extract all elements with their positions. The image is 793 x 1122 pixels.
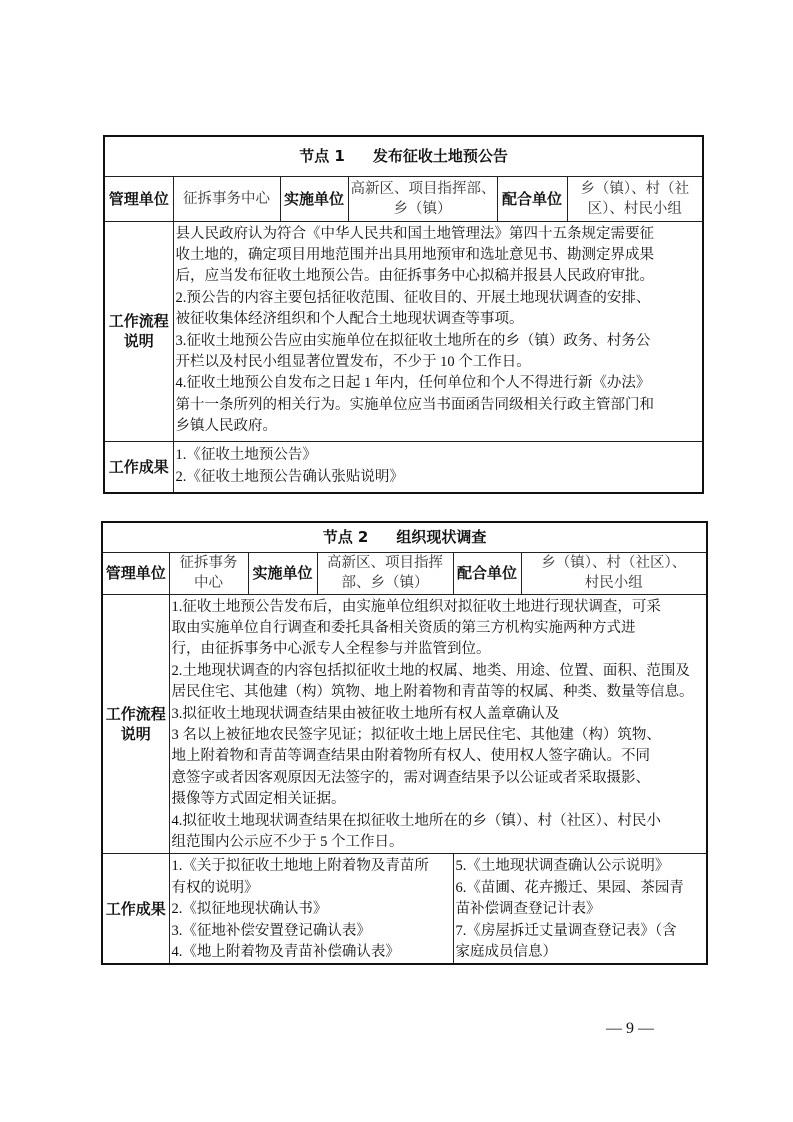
manage-unit-label: 管理单位 <box>104 176 173 221</box>
cooperate-unit-label: 配合单位 <box>453 552 521 594</box>
manage-unit-value: 征拆事务中心 <box>173 176 280 221</box>
process-description: 县人民政府认为符合《中华人民共和国土地管理法》第四十五条规定需要征 收土地的，确定项目用地范围并出具用地预审和选址意见书、勘测定界成果 后，应当发布征收土地预公告。由征拆事务中心拟稿并报县人民政府审批。 2.预公告的内容主要包括征收范围、征收目的、开展土地现状调查的安排、 被征收集体经济组织和个人配合土地现状调查等事项。 3.征收土地预公告应由实施单位在拟征收土地所在的乡（镇）政务、村务公 开栏以及村民小组显著位置发布，不少于 10 个工作日。 4.征收土地预公自发布之日起 1 年内，任何单位和个人不得进行新《办法》 第十一条所列的相关行为。实施单位应当书面函告同级相关行政主管部门和 乡镇人民政府。 <box>173 221 703 441</box>
node2-table <box>101 521 708 965</box>
result-list-left: 1.《关于拟征收土地地上附着物及青苗所 有权的说明》 2.《拟征地现状确认书》 3.《征地补偿安置登记确认表》 4.《地上附着物及青苗补偿确认表》 <box>169 854 453 965</box>
implement-unit-value: 高新区、项目指挥部、 乡（镇） <box>348 176 497 221</box>
page-number: — 9 — <box>606 1020 654 1037</box>
cooperate-unit-label: 配合单位 <box>497 176 567 221</box>
result-list-right: 5.《土地现状调查确认公示说明》 6.《苗圃、花卉搬迁、果园、茶园青 苗补偿调查登记计表》 7.《房屋拆迁丈量调查登记表》（含 家庭成员信息） <box>453 854 707 965</box>
cooperate-unit-value: 乡（镇）、村（社 区）、村民小组 <box>567 176 703 221</box>
process-label: 工作流程 说明 <box>104 221 173 441</box>
node1-table <box>103 135 704 494</box>
cooperate-unit-value: 乡（镇）、村（社区）、 村民小组 <box>521 552 707 594</box>
implement-unit-value: 高新区、项目指挥 部、乡（镇） <box>317 552 453 594</box>
manage-unit-value: 征拆事务 中心 <box>169 552 248 594</box>
result-list: 1.《征收土地预公告》 2.《征收土地预公告确认张贴说明》 <box>173 441 703 493</box>
result-label: 工作成果 <box>104 441 173 493</box>
node1-title: 节点 1 发布征收土地预公告 <box>104 136 703 176</box>
result-label: 工作成果 <box>102 854 169 965</box>
process-description: 1.征收土地预公告发布后，由实施单位组织对拟征收土地进行现状调查，可采 取由实施单位自行调查和委托具备相关资质的第三方机构实施两种方式进 行，由征拆事务中心派专人全程参与并监管到位。 2.土地现状调查的内容包括拟征收土地的权属、地类、用途、位置、面积、范围及 居民住宅、其他建（构）筑物、地上附着物和青苗等的权属、种类、数量等信息。 3.拟征收土地现状调查结果由被征收土地所有权人盖章确认及 3 名以上被征地农民签字见证；拟征收土地上居民住宅、其他建（构）筑物、 地上附着物和青苗等调查结果由附着物所有权人、使用权人签字确认。不同 意签字或者因客观原因无法签字的，需对调查结果予以公证或者采取摄影、 摄像等方式固定相关证据。 4.拟征收土地现状调查结果在拟征收土地所在的乡（镇）、村（社区）、村民小 组范围内公示应不少于 5 个工作日。 <box>169 594 707 854</box>
manage-unit-label: 管理单位 <box>102 552 169 594</box>
process-label: 工作流程 说明 <box>102 594 169 854</box>
implement-unit-label: 实施单位 <box>280 176 348 221</box>
implement-unit-label: 实施单位 <box>248 552 317 594</box>
node2-title: 节点 2 组织现状调查 <box>102 522 707 552</box>
